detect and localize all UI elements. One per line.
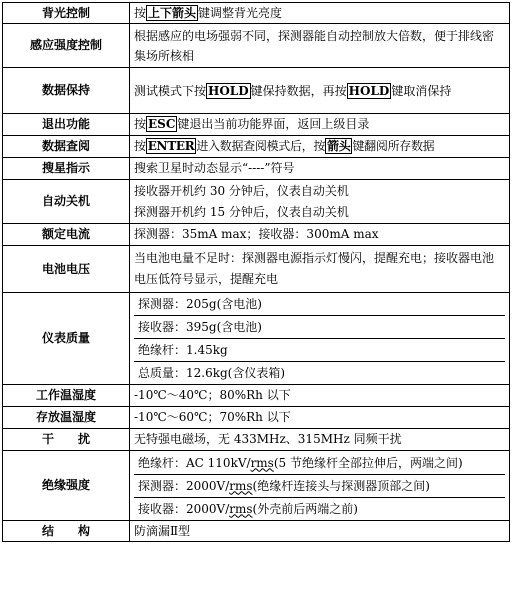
row-value: 无特强电磁场，无 433MHz、315MHz 同频干扰 — [130, 429, 510, 451]
key-label: 上下箭头 — [148, 5, 197, 20]
key-label: ENTER — [147, 139, 195, 153]
table-row — [3, 3, 510, 24]
row-value: -10℃～60℃；70%Rh 以下 — [130, 407, 510, 429]
table-row — [3, 246, 510, 293]
key-label: HOLD — [348, 83, 390, 98]
row-label: 仪表质量 — [3, 293, 130, 385]
row-label: 自动关机 — [3, 180, 130, 224]
row-value: 当电池电量不足时：探测器电源指示灯慢闪，提醒充电；接收器电池电压低符号显示，提醒充电 — [130, 246, 510, 293]
table-row — [3, 68, 510, 114]
row-label: 背光控制 — [3, 3, 130, 24]
row-value: 测试模式下按 HOLD 键保持数据，再按 HOLD 键取消保持 — [130, 68, 510, 114]
row-label: 干 扰 — [3, 429, 130, 451]
row-label: 感应强度控制 — [3, 24, 130, 68]
table-row — [3, 429, 510, 451]
row-value: 根据感应的电场强弱不同，探测器能自动控制放大倍数，便于排线密集场所核相 — [130, 24, 510, 68]
table-row — [3, 407, 510, 429]
row-label: 额定电流 — [3, 224, 130, 246]
table-row — [3, 385, 510, 407]
row-value: 搜索卫星时动态显示“----”符号 — [130, 158, 510, 180]
row-value: 探测器：35mA max；接收器：300mA max — [130, 224, 510, 246]
table-row — [3, 114, 510, 136]
row-value: 探测器：205g(含电池) 接收器：395g(含电池) 绝缘杆：1.45kg 总质量：12.6kg(含仪表箱) — [130, 293, 510, 385]
row-label: 工作温湿度 — [3, 385, 130, 407]
row-label: 结 构 — [3, 521, 130, 542]
spec-table — [2, 2, 510, 542]
row-value: -10℃～40℃；80%Rh 以下 — [130, 385, 510, 407]
table-row — [3, 521, 510, 542]
table-row — [3, 136, 510, 158]
table-row — [3, 293, 510, 385]
table-row — [3, 24, 510, 68]
row-label: 数据查阅 — [3, 136, 130, 158]
row-label: 搜星指示 — [3, 158, 130, 180]
row-label: 数据保持 — [3, 68, 130, 114]
row-label: 电池电压 — [3, 246, 130, 293]
row-value: 防滴漏Ⅱ型 — [130, 521, 510, 542]
key-label: 箭头 — [327, 139, 351, 153]
row-label: 存放温湿度 — [3, 407, 130, 429]
row-label: 绝缘强度 — [3, 451, 130, 521]
row-value: 按 ESC 键退出当前功能界面，返回上级目录 — [130, 114, 510, 136]
table-row — [3, 180, 510, 224]
table-row — [3, 451, 510, 521]
row-value: 按 上下箭头 键调整背光亮度 — [130, 3, 510, 24]
row-label: 退出功能 — [3, 114, 130, 136]
key-label: ESC — [148, 117, 176, 131]
row-value: 绝缘杆：AC 110kV/rms(5 节绝缘杆全部拉伸后，两端之间) 探测器：2000V/rms(绝缘杆连接头与探测器顶部之间) 接收器：2000V/rms(外壳前后两端之前) — [130, 451, 510, 521]
table-row — [3, 224, 510, 246]
row-value: 按 ENTER 进入数据查阅模式后，按 箭头 键翻阅所存数据 — [130, 136, 510, 158]
key-label: HOLD — [208, 83, 249, 98]
table-row — [3, 158, 510, 180]
row-value: 接收器开机约 30 分钟后，仪表自动关机 探测器开机约 15 分钟后，仪表自动关机 — [130, 180, 510, 224]
